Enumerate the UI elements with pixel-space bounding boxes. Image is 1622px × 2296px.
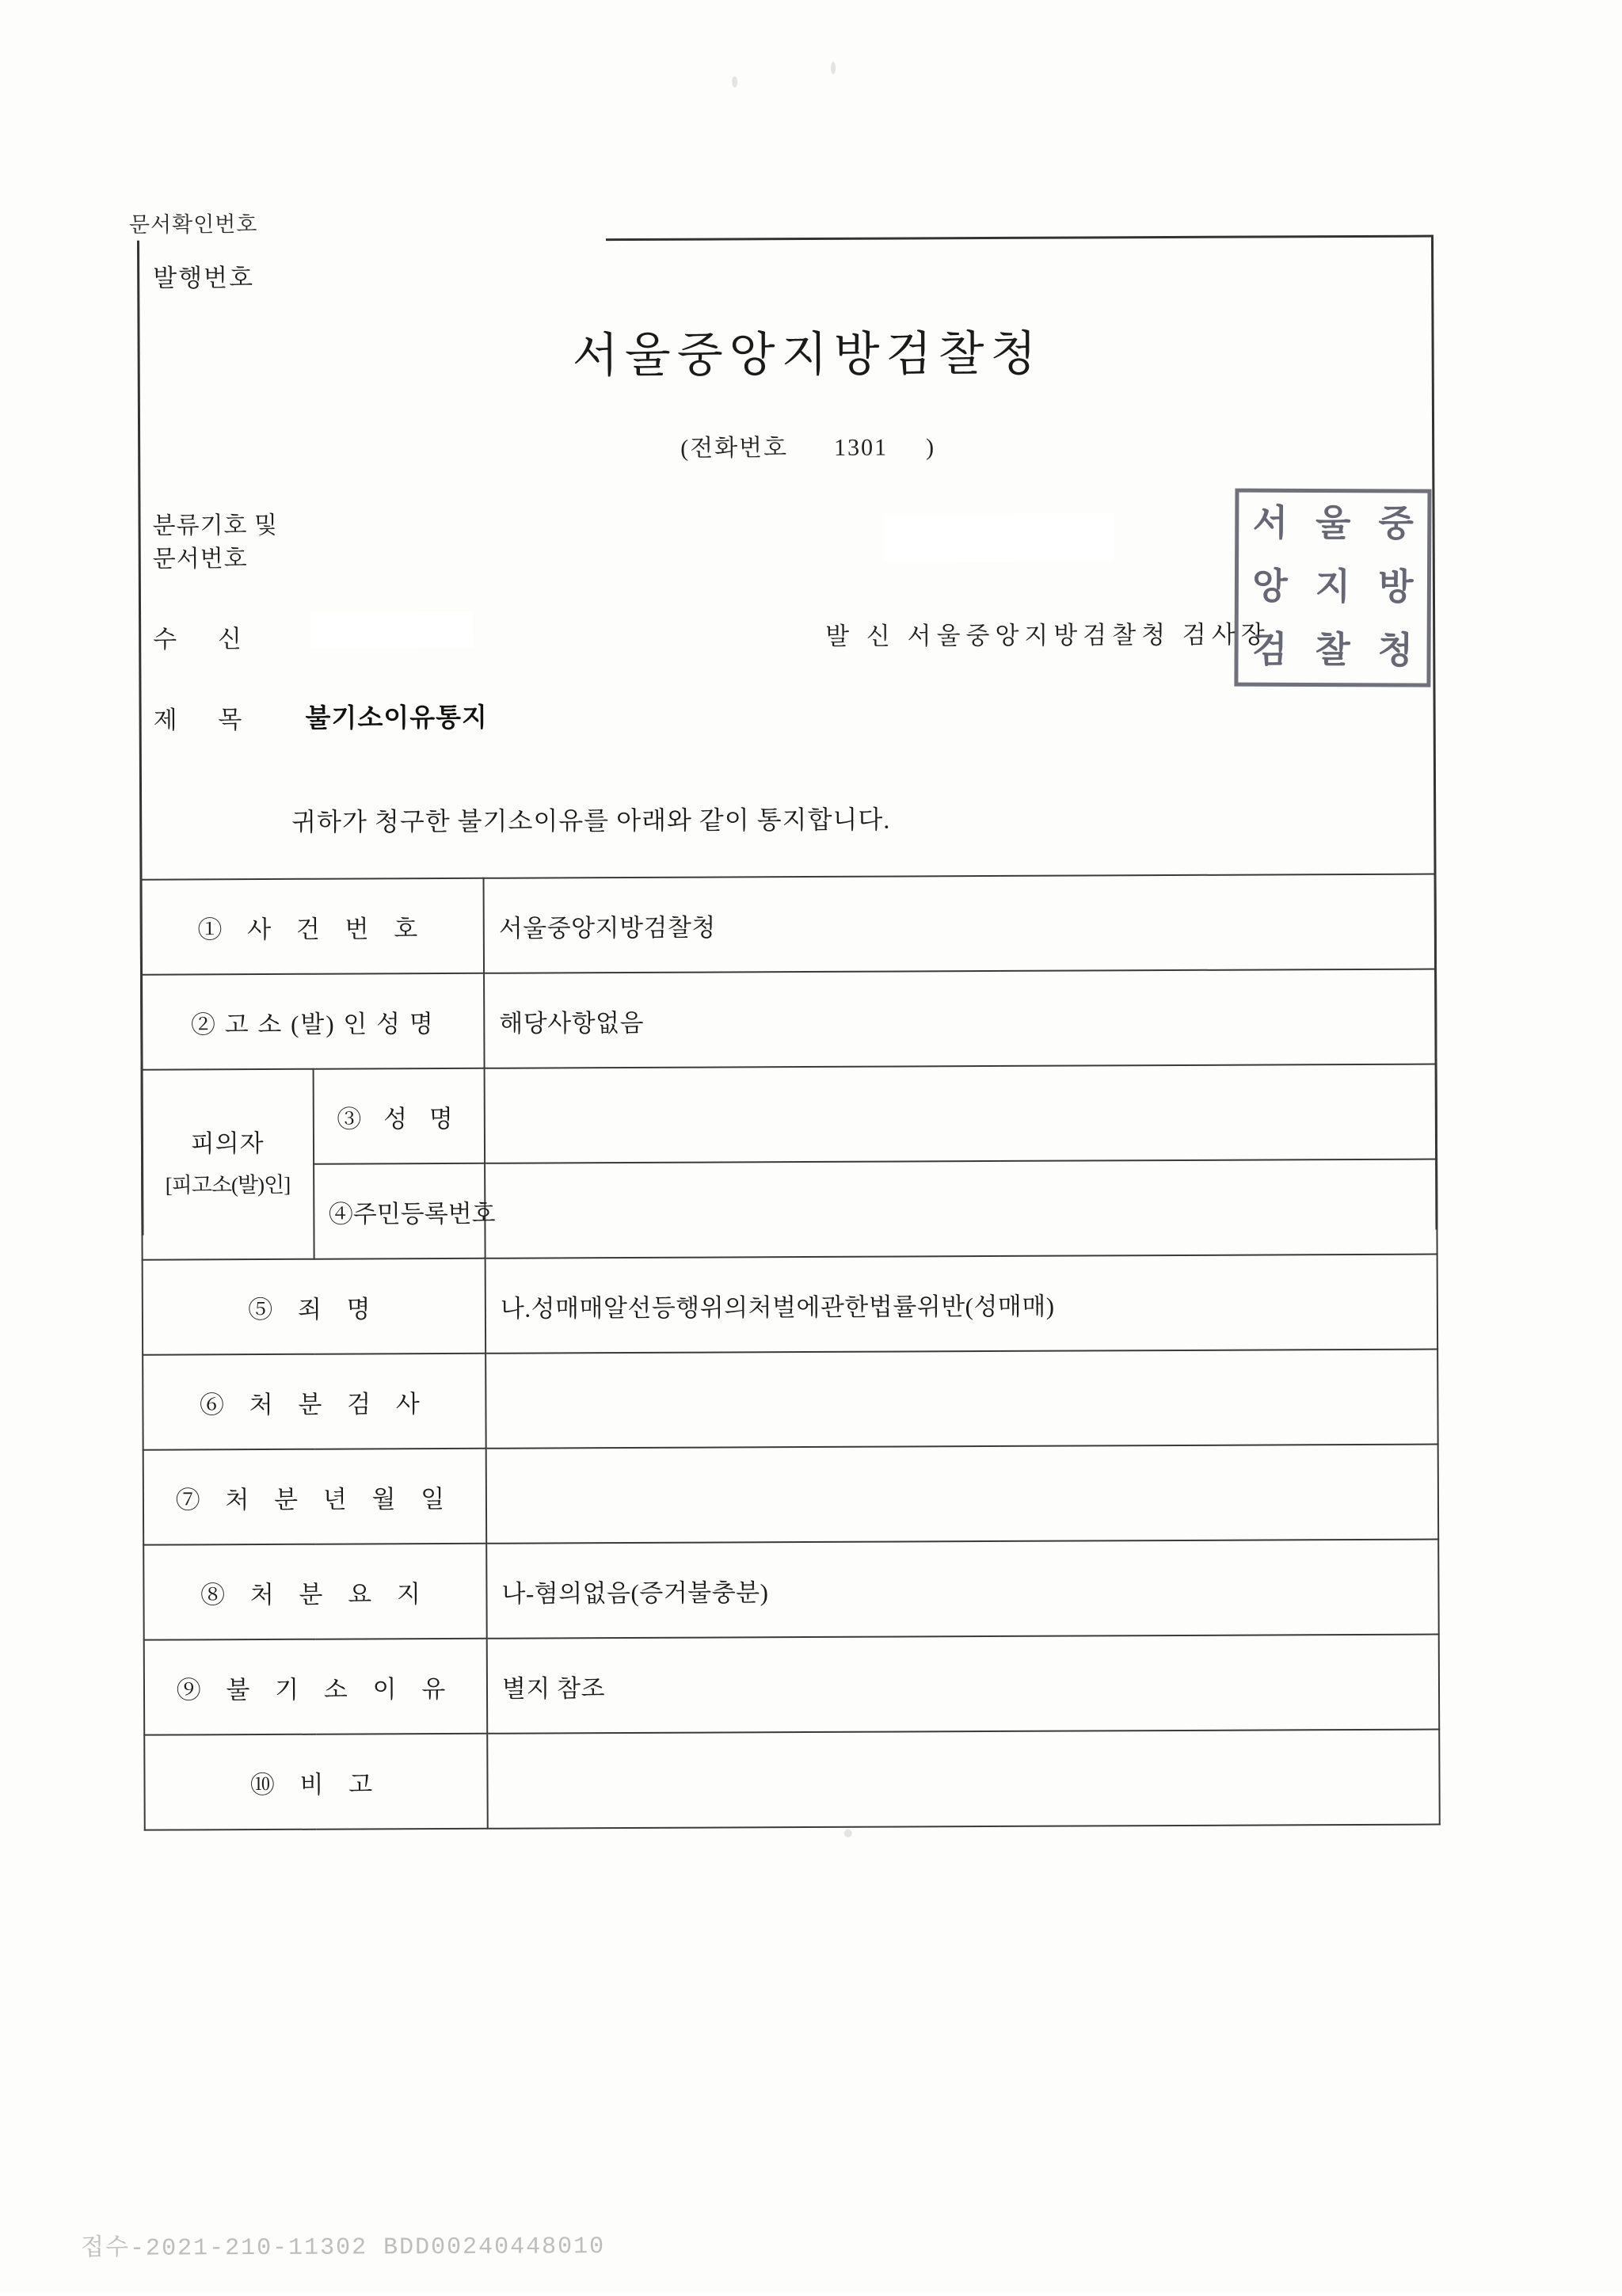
seal-char: 검 [1251, 627, 1288, 671]
notice-sentence: 귀하가 청구한 불기소이유를 아래와 같이 통지합니다. [291, 805, 891, 836]
row-label-resident-number: ④주민등록번호 [314, 1163, 485, 1259]
suspect-group-line1: 피의자 [190, 1129, 265, 1158]
redacted-field-classification [885, 513, 1114, 562]
row-label-suspect-group [142, 1069, 314, 1260]
redacted-field-recipient [310, 611, 473, 649]
sender-line: 발 신 서울중앙지방검찰청 검사장 [825, 620, 1270, 650]
row-label-prosecutor: ⑥ 처 분 검 사 [143, 1354, 486, 1450]
table-row [144, 1730, 1440, 1830]
table-row [143, 1350, 1438, 1450]
recipient-label: 수 신 [153, 625, 259, 653]
table-row [143, 1255, 1438, 1355]
row-label-disposition-summary: ⑧ 처 분 요 지 [143, 1544, 487, 1640]
issue-number-label: 발행번호 [153, 264, 255, 292]
official-seal-stamp [1234, 489, 1431, 687]
row-value-resident-number [485, 1159, 1437, 1258]
table-row [141, 874, 1437, 975]
table-row [142, 1064, 1437, 1165]
doc-confirm-number-label: 문서확인번호 [128, 212, 258, 237]
row-label-suspect-name: ③ 성 명 [313, 1068, 485, 1164]
table-row [141, 969, 1437, 1070]
row-value-disposition-summary: 나-혐의없음(증거불충분) [486, 1540, 1439, 1639]
row-value-remarks [487, 1730, 1440, 1829]
row-value-case-number: 서울중앙지방검찰청 [484, 874, 1437, 973]
seal-char: 찰 [1315, 628, 1350, 672]
phone-suffix: ) [926, 434, 936, 461]
seal-char: 지 [1315, 565, 1351, 608]
row-label-disposition-date: ⑦ 처 분 년 월 일 [143, 1449, 487, 1545]
row-value-reason: 별지 참조 [487, 1635, 1440, 1734]
row-value-disposition-date [486, 1445, 1439, 1544]
subject-value: 불기소이유통지 [305, 703, 488, 733]
phone-line [0, 425, 1619, 466]
seal-char: 청 [1377, 628, 1414, 672]
phone-number: 1301 [834, 434, 889, 461]
header-top-rule [606, 235, 1434, 242]
classification-label-line1: 분류기호 및 [152, 512, 279, 539]
seal-char: 방 [1377, 565, 1414, 608]
row-label-complainant-name: ② 고 소 (발) 인 성 명 [141, 973, 485, 1070]
row-value-prosecutor [485, 1350, 1438, 1449]
classification-label [152, 509, 278, 577]
table-row [143, 1445, 1439, 1545]
row-label-case-number: ① 사 건 번 호 [141, 878, 485, 975]
table-row [144, 1635, 1440, 1735]
scan-speck [844, 1830, 852, 1837]
notification-table [140, 874, 1441, 1831]
row-label-charge: ⑤ 죄 명 [143, 1258, 486, 1355]
row-value-charge: 나.성매매알선등행위의처벌에관한법률위반(성매매) [485, 1255, 1438, 1354]
seal-char: 중 [1378, 501, 1414, 545]
row-label-reason: ⑨ 불 기 소 이 유 [144, 1639, 488, 1735]
subject-label: 제 목 [153, 706, 260, 734]
row-value-suspect-name [485, 1064, 1437, 1163]
footer-document-code: 접수-2021-210-11302 BDD00240448010 [80, 2233, 606, 2264]
suspect-group-line2: [피고소(발)인] [165, 1172, 291, 1197]
classification-label-line2: 문서번호 [152, 546, 248, 573]
seal-char: 울 [1315, 501, 1351, 545]
row-label-remarks: ⑩ 비 고 [144, 1734, 488, 1830]
row-value-complainant-name: 해당사항없음 [484, 969, 1437, 1068]
organization-title: 서울중앙지방검찰청 [572, 327, 1043, 383]
table-row [142, 1159, 1437, 1260]
scan-speck [831, 62, 836, 74]
seal-char: 앙 [1252, 564, 1288, 607]
seal-char: 서 [1252, 501, 1289, 544]
scan-speck [732, 76, 737, 87]
table-row [143, 1540, 1439, 1640]
phone-prefix: (전화번호 [680, 435, 789, 462]
